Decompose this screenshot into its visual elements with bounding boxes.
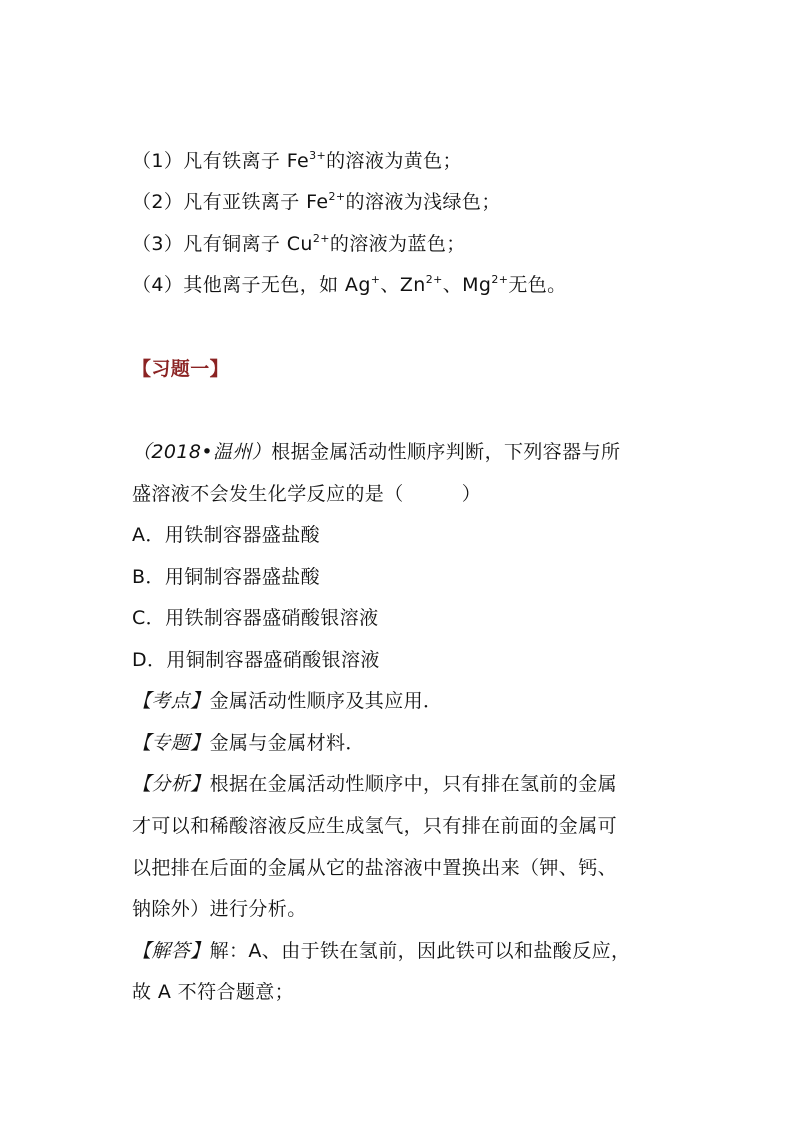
ion-rule-1-suffix: 的溶液为黄色； (326, 150, 462, 172)
fenxi-text-1: 根据在金属活动性顺序中，只有排在氢前的金属 (209, 773, 618, 795)
ion-rule-2-charge: 2+ (328, 190, 346, 203)
kaodian-text: 金属活动性顺序及其应用． (209, 690, 443, 712)
ion-rule-3-prefix: （3）凡有铜离子 Cu (132, 233, 313, 255)
ion-rule-1-prefix: （1）凡有铁离子 Fe (132, 150, 310, 172)
ion-rule-1 (132, 149, 462, 173)
kaodian-line (132, 689, 442, 713)
question-line-1 (132, 440, 620, 464)
ion-rule-2-suffix: 的溶液为浅绿色； (345, 191, 501, 213)
option-a: A．用铁制容器盛盐酸 (132, 524, 320, 546)
ion-rule-2 (132, 190, 501, 214)
jieda-line-2: 故 A 不符合题意； (132, 981, 295, 1003)
ion-rule-4-charge2: 2+ (425, 273, 443, 286)
kaodian-label: 【考点】 (132, 690, 210, 712)
jieda-line-1 (132, 939, 630, 963)
ion-rule-4-charge3: 2+ (491, 273, 509, 286)
fenxi-line-3: 以把排在后面的金属从它的盐溶液中置换出来（钾、钙、 (132, 857, 618, 879)
ion-rule-2-prefix: （2）凡有亚铁离子 Fe (132, 191, 329, 213)
jieda-text-1: 解：A、由于铁在氢前，因此铁可以和盐酸反应， (209, 940, 631, 962)
question-text-1: 根据金属活动性顺序判断，下列容器与所 (271, 441, 621, 463)
ion-rule-3 (132, 232, 466, 256)
fenxi-line-4: 钠除外）进行分析。 (132, 898, 307, 920)
fenxi-line-1 (132, 772, 617, 796)
ion-rule-4 (132, 273, 567, 297)
ion-rule-4-charge1: + (370, 273, 381, 286)
exercise-heading: 【习题一】 (132, 358, 230, 380)
ion-rule-3-suffix: 的溶液为蓝色； (329, 233, 466, 255)
ion-rule-4-part1: （4）其他离子无色，如 Ag (132, 274, 371, 296)
option-d: D．用铜制容器盛硝酸银溶液 (132, 649, 380, 671)
ion-rule-3-charge: 2+ (312, 232, 330, 245)
zhuanti-label: 【专题】 (132, 732, 210, 754)
zhuanti-text: 金属与金属材料． (209, 732, 365, 754)
ion-rule-4-part3: 、Mg (442, 274, 492, 296)
question-line-2: 盛溶液不会发生化学反应的是（ ） (132, 483, 482, 505)
jieda-label: 【解答】 (132, 940, 210, 962)
zhuanti-line (132, 731, 365, 755)
option-c: C．用铁制容器盛硝酸银溶液 (132, 607, 379, 629)
ion-rule-4-part4: 无色。 (508, 274, 567, 296)
fenxi-label: 【分析】 (132, 773, 210, 795)
ion-rule-4-part2: 、Zn (380, 274, 426, 296)
question-source: （2018•温州） (132, 441, 272, 463)
fenxi-line-2: 才可以和稀酸溶液反应生成氢气，只有排在前面的金属可 (132, 815, 618, 837)
option-b: B．用铜制容器盛盐酸 (132, 566, 321, 588)
ion-rule-1-charge: 3+ (309, 149, 327, 162)
